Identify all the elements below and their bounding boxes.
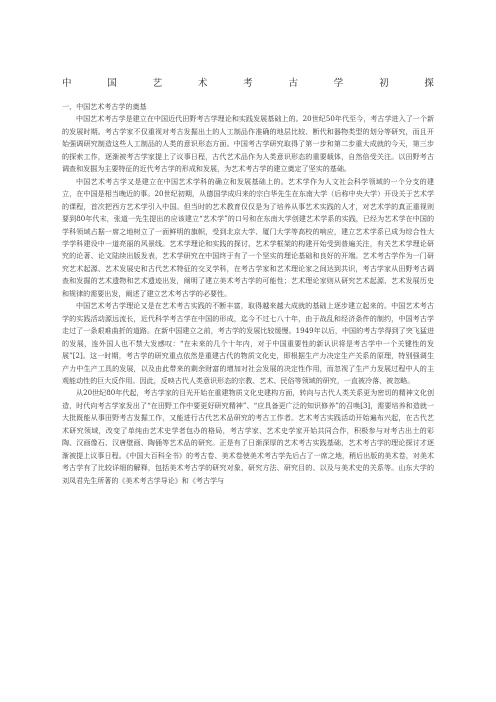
document-title (62, 75, 434, 89)
title-char: 初 (379, 78, 389, 89)
section-heading: 一、中国艺术考古学的奠基 (62, 102, 147, 111)
body-paragraph: 从20世纪80年代起，考古学家的目光开始在重建物质文化史建构方面，转向与古代人类关系更为密切的精神文化创造，时代向考古学家发出了“在田野工作中要更好研究精神”、“应具备更广泛的知识修养”的召唤[3]，需要培养和造就一大批既能从事田野考古发掘工作，又能进行古代艺术品研究的考古工作者。艺术考古实践活动开始遍布兴起，在古代艺术研究领域，改变了单纯由艺术史学者包办的格局，考古学家、艺术史学家开始共同合作，积极参与对考古出土的彩陶、汉画像石、汉唐壁画、陶俑等艺术品的研究。正是有了日渐深厚的艺术考古实践基础，艺术考古学的理论探讨才逐渐被提上议事日程。《中国大百科全书》的考古卷、美术卷使美术考古学先后占了一席之地，稍后出版的美术卷，对美术考古学有了比较详细的解释，包括美术考古学的研究对象、研究方法、研究目的、以及与美术史的关系等。山东大学的刘凤君先生所著的《美术考古学导论》和《考古学与 (62, 388, 434, 485)
title-char: 考 (243, 78, 253, 89)
title-char: 术 (197, 78, 208, 89)
title-char: 中 (62, 78, 72, 89)
title-char: 探 (424, 78, 434, 89)
title-char: 艺 (152, 78, 163, 89)
title-char: 学 (333, 78, 344, 89)
title-char: 国 (107, 78, 117, 89)
body-paragraph: 中国艺术考古学是建立在中国近代田野考古学理论和实践发展基础上的。20世纪50年代至今，考古学进入了一个新的发展时期。考古学家不仅重视对考古发掘出土的人工制品作准确的地层比较、断代和器物类型的划分等研究，而且开始强调研究制造这些人工制品的人类的意识形态方面。中国考古学研究取得了第一步和第二步重大成就的今天，第三步的探索工作，逐渐被考古学家提上了议事日程，古代艺术品作为人类意识形态的重要载体，自然倍受关注。以田野考古调查和发掘为主要特征的近代考古学的形成和发展，为艺术考古学的建立奠定了坚实的基础。 (62, 114, 434, 174)
title-char: 古 (288, 78, 298, 89)
body-paragraph: 中国艺术考古学理论又是在艺术考古实践的不断丰富，取得越来越大成就的基础上逐步建立起来的。中国艺术考古学的实践活动源远流长，近代科学考古学在中国的形成，迄今不过七八十年，由于战乱和经济条件的制约，中国考古学走过了一条艰难曲折的道路。在新中国建立之前，考古学的发展比较缓慢。1949年以后，中国的考古学得到了突飞猛进的发展，连外国人也不禁大发感叹：“在未来的几个十年内，对于中国重要性的新认识将是考古学中一个关键性的发展”[2]。这一时期，考古学的研究重点依然是重建古代的物质文化史，即根据生产力决定生产关系的原理，特别强调生产力中生产工具的发展，以及由此带来的剩余财富的增加对社会发展的决定性作用，而忽视了生产力发展过程中人的主观能动性的巨大反作用。因此，反映古代人类意识形态的宗教、艺术、民俗等领域的研究，一直被冷落、被忽略。 (62, 301, 434, 385)
document-body (62, 101, 434, 487)
body-paragraph: 中国艺术考古学又是建立在中国艺术学科的确立和发展基础上的。艺术学作为人文社会科学领域的一个分支的建立，在中国是相当晚近的事。20世纪初期，从德国学成归来的宗白华先生在东南大学（后称中央大学）开设关于艺术学的课程，首次把西方艺术学引入中国。但当时的艺术教育仅仅是为了培养从事艺术实践的人才，对艺术学的真正重视则要到80年代末，张道一先生提出的应该建立“艺术学”的口号和在东南大学创建艺术学系的实践，已经为艺术学在中国的学科领域占据一席之地树立了一面鲜明的旗帜，受到北京大学、厦门大学等高校的响应，建立艺术学系已成为综合性大学学科建设中一道亮丽的风景线。艺术学理论和实践的探讨、艺术学框架的构建开始受到普遍关注，有关艺术学理论研究的论著、论文陆续出版发表，艺术学研究在中国终于有了一个坚实的理论基础和良好的开端。艺术考古学作为一门研究艺术起源、艺术发展史和古代艺术特征的交叉学科，在考古学家和艺术理论家之间达到共识，考古学家从田野考古调查和发掘的艺术遗物和艺术遗迹出发，阐明了建立美术考古学的可能性；艺术理论家则从研究艺术起源、艺术发展历史和规律的需要出发，阐述了建立艺术考古学的必要性。 (62, 176, 434, 298)
